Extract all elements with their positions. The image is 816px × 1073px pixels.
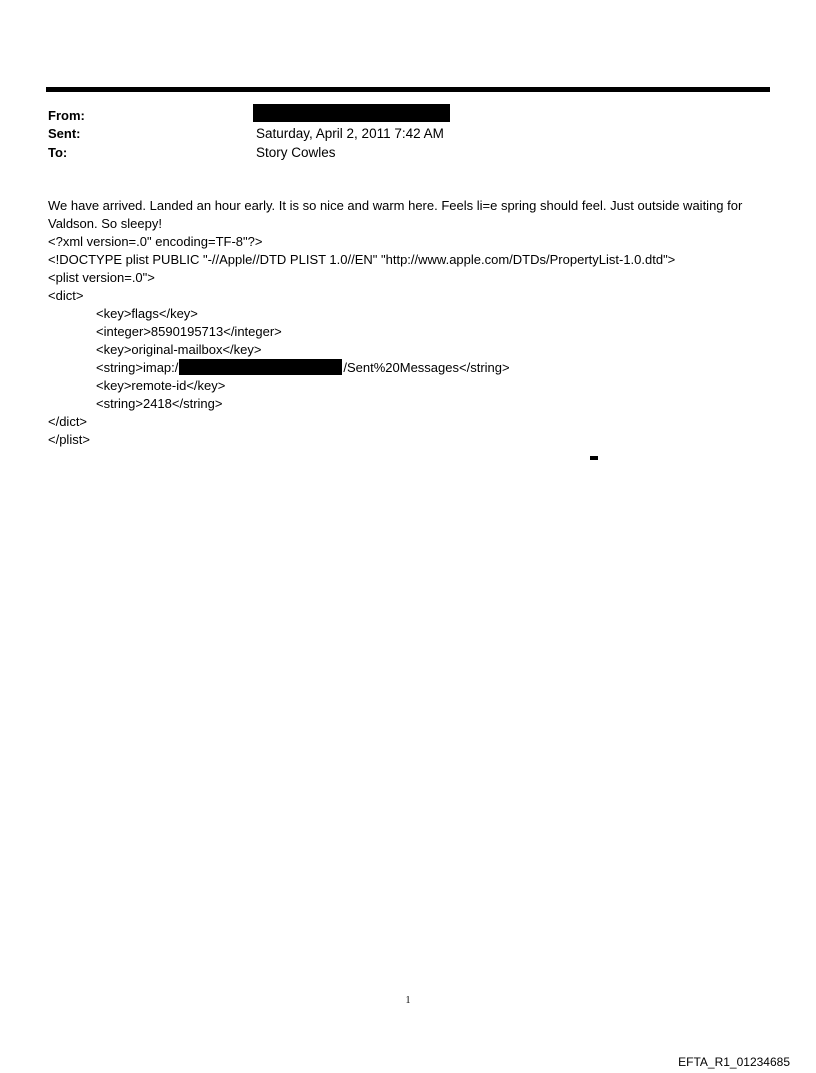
body-line: <key>remote-id</key> (96, 378, 226, 393)
body-line-with-redaction (48, 359, 778, 377)
sent-label: Sent: (48, 126, 81, 141)
body-line: </dict> (48, 414, 88, 429)
body-line: <key>flags</key> (96, 306, 198, 321)
email-body (48, 197, 778, 449)
imap-prefix: <string>imap:/ (96, 360, 179, 375)
to-value: Story Cowles (256, 145, 336, 160)
imap-redaction (179, 359, 342, 375)
body-line: <dict> (48, 288, 84, 303)
body-line: <plist version=.0"> (48, 270, 155, 285)
page-number: 1 (405, 995, 411, 1006)
header-divider (46, 87, 770, 92)
body-line: <string>2418</string> (96, 396, 223, 411)
from-label: From: (48, 108, 85, 123)
body-line: <integer>8590195713</integer> (96, 324, 282, 339)
body-line: Valdson. So sleepy! (48, 216, 162, 231)
to-label: To: (48, 145, 68, 160)
body-line: We have arrived. Landed an hour early. It is so nice and warm here. Feels li=e spring should feel. Just outside waiting for (48, 198, 743, 213)
body-line: <!DOCTYPE plist PUBLIC "-//Apple//DTD PLIST 1.0//EN" "http://www.apple.com/DTDs/PropertyList-1.0.dtd"> (48, 252, 676, 267)
document-id: EFTA_R1_01234685 (678, 1055, 790, 1069)
body-line: </plist> (48, 432, 90, 447)
sent-value: Saturday, April 2, 2011 7:42 AM (256, 126, 444, 141)
imap-suffix: /Sent%20Messages</string> (343, 360, 510, 375)
body-line: <?xml version=.0" encoding=TF-8"?> (48, 234, 263, 249)
body-line: <key>original-mailbox</key> (96, 342, 262, 357)
stray-mark (590, 456, 598, 460)
from-redaction (253, 104, 450, 122)
